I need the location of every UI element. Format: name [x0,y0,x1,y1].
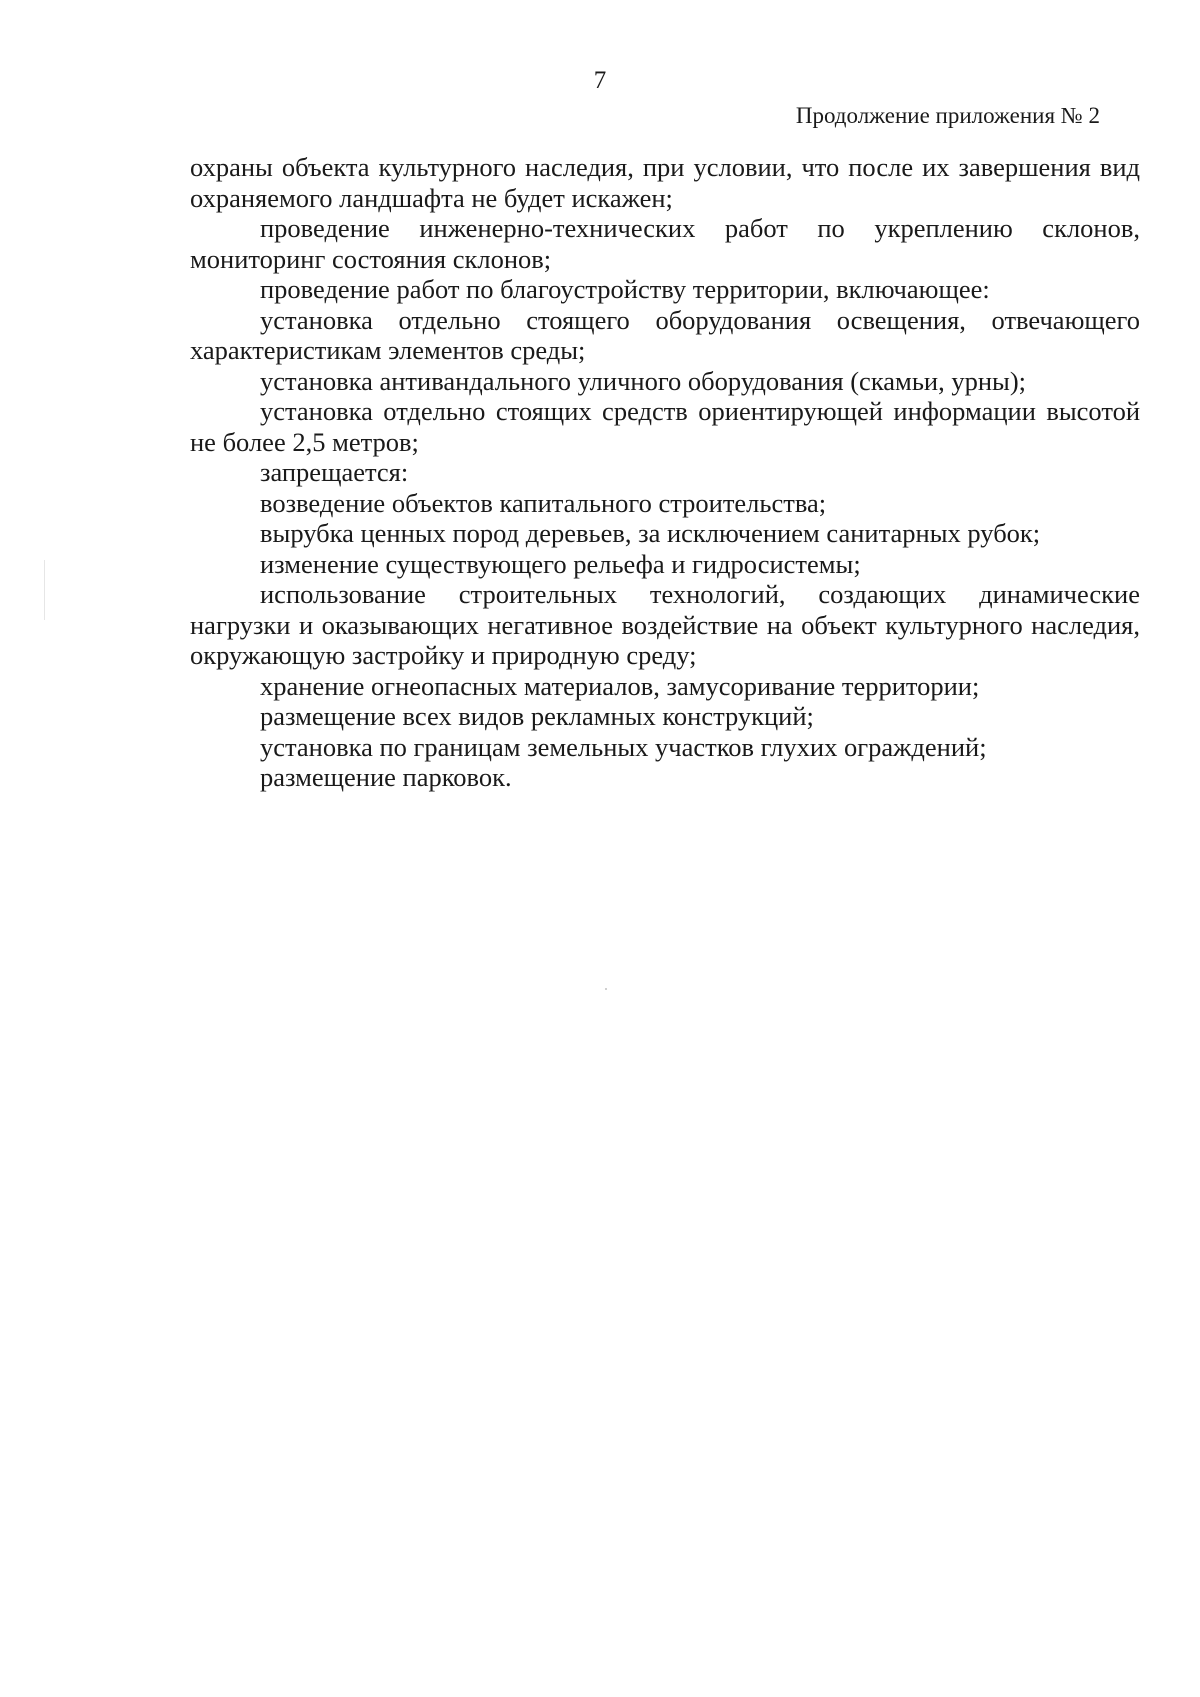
paragraph: хранение огнеопасных материалов, замусоривание территории; [260,670,980,701]
paragraph: проведение работ по благоустройству территории, включающее: [260,274,990,304]
paragraph: вырубка ценных пород деревьев, за исключением санитарных рубок; [260,518,1041,548]
document-body [190,152,1140,793]
paragraph: установка по границам земельных участков глухих ограждений; [260,731,987,762]
paragraph: установка антивандального уличного оборудования (скамьи, урны); [260,365,1027,396]
scan-artifact [44,560,45,620]
paragraph-prohibited-heading: запрещается: [260,457,409,487]
paragraph: установка отдельно стоящего оборудования освещения, отвечающего характеристикам элементов среды; [190,304,1140,365]
paragraph: возведение объектов капитального строительства; [260,487,827,518]
paragraph: изменение существующего рельефа и гидросистемы; [260,548,861,579]
scan-artifact-dot [605,988,607,990]
paragraph: размещение парковок. [260,762,512,792]
paragraph: использование строительных технологий, создающих динамические нагрузки и оказывающих негативное воздействие на объект культурного наследия, окружающую застройку и природную среду; [190,579,1140,670]
paragraph: проведение инженерно-технических работ по укреплению склонов, мониторинг состояния склонов; [190,213,1140,274]
paragraph: размещение всех видов рекламных конструкций; [260,701,814,731]
paragraph-continuation: охраны объекта культурного наследия, при условии, что после их завершения вид охраняемого ландшафта не будет искажен; [190,152,1140,213]
appendix-continuation-note: Продолжение приложения № 2 [795,103,1100,128]
paragraph: установка отдельно стоящих средств ориентирующей информации высотой не более 2,5 метров; [190,396,1140,457]
page-number: 7 [593,67,607,94]
